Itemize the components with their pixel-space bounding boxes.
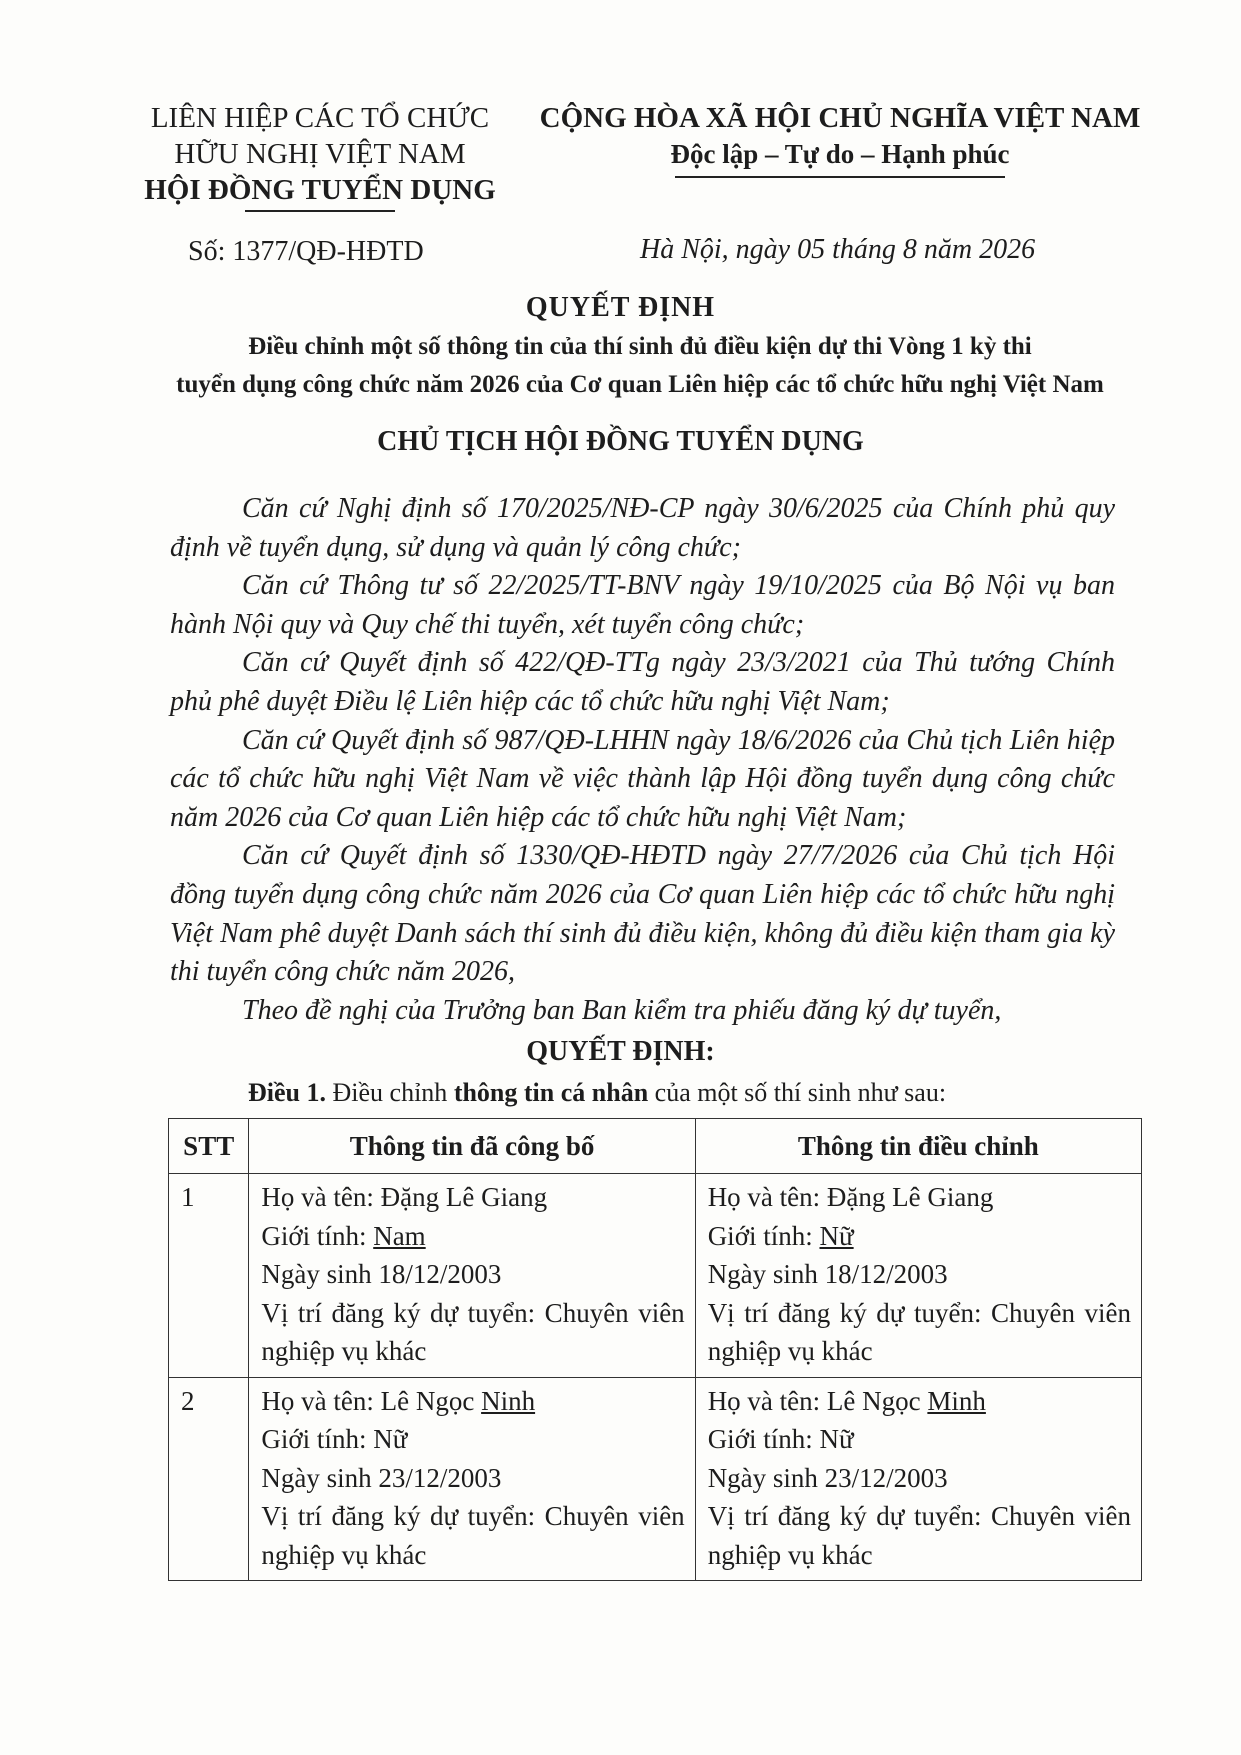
dob-line: Ngày sinh 18/12/2003 (261, 1259, 502, 1289)
name-label: Họ và tên: Lê Ngọc (707, 1385, 928, 1416)
agency-line-2: HỮU NGHỊ VIỆT NAM (174, 138, 466, 170)
gender-label: Giới tính: (707, 1424, 820, 1454)
gender-label: Giới tính: (261, 1220, 374, 1251)
subtitle-line-1: Điều chỉnh một số thông tin của thí sinh đủ điều kiện dự thi Vòng 1 kỳ thi (248, 333, 1032, 360)
gender-value: Nữ (819, 1220, 854, 1251)
table-row (169, 1174, 1142, 1378)
gender-line (261, 1217, 684, 1256)
place-date: Hà Nội, ngày 05 tháng 8 năm 2026 (640, 234, 1036, 265)
dob-line: Ngày sinh 18/12/2003 (707, 1259, 948, 1289)
row-stt: 2 (169, 1377, 249, 1581)
gender-label: Giới tính: (261, 1424, 374, 1454)
ground-2: Căn cứ Thông tư số 22/2025/TT-BNV ngày 19/10/2025 của Bộ Nội vụ ban hành Nội quy và Quy chế thi tuyển, xét tuyển công chức; (170, 570, 1115, 640)
header-old-info: Thông tin đã công bố (249, 1119, 695, 1174)
name-label: Họ và tên: (707, 1182, 827, 1212)
gender-value: Nam (373, 1220, 426, 1251)
country-name: CỘNG HÒA XÃ HỘI CHỦ NGHĨA VIỆT NAM (539, 102, 1141, 134)
gender-line (261, 1420, 684, 1459)
article-1-text-b: của một số thí sinh như sau: (648, 1078, 947, 1107)
position-line: Vị trí đăng ký dự tuyển: Chuyên viên nghiệp vụ khác (707, 1501, 1131, 1570)
document-number: Số: 1377/QĐ-HĐTD (188, 236, 424, 267)
article-1 (248, 1078, 946, 1108)
agency-line-1: LIÊN HIỆP CÁC TỔ CHỨC (150, 102, 490, 134)
name-value: Minh (927, 1385, 986, 1416)
authority-heading: CHỦ TỊCH HỘI ĐỒNG TUYỂN DỤNG (377, 426, 864, 457)
name-value: Ninh (481, 1385, 536, 1416)
table-header-row (169, 1119, 1142, 1174)
ground-3: Căn cứ Quyết định số 422/QĐ-TTg ngày 23/3/2021 của Thủ tướng Chính phủ phê duyệt Điều lệ Liên hiệp các tổ chức hữu nghị Việt Nam; (170, 647, 1115, 717)
national-motto (530, 100, 1150, 178)
header-new-info: Thông tin điều chỉnh (695, 1119, 1141, 1174)
ground-4: Căn cứ Quyết định số 987/QĐ-LHHN ngày 18/6/2026 của Chủ tịch Liên hiệp các tổ chức hữu nghị Việt Nam về việc thành lập Hội đồng tuyển dụng công chức năm 2026 của Cơ quan Liên hiệp các tổ chức hữu nghị Việt Nam; (170, 724, 1115, 833)
gender-label: Giới tính: (707, 1220, 820, 1251)
table-row (169, 1377, 1142, 1581)
header-stt: STT (169, 1119, 249, 1174)
decision-heading: QUYẾT ĐỊNH: (526, 1036, 715, 1067)
adjustment-table (168, 1118, 1142, 1581)
agency-underline (245, 210, 395, 212)
document-title: QUYẾT ĐỊNH (525, 292, 716, 323)
position-line: Vị trí đăng ký dự tuyển: Chuyên viên nghiệp vụ khác (261, 1297, 685, 1366)
position-line: Vị trí đăng ký dự tuyển: Chuyên viên nghiệp vụ khác (707, 1297, 1131, 1366)
ground-6: Theo đề nghị của Trưởng ban Ban kiểm tra phiếu đăng ký dự tuyển, (242, 994, 1002, 1026)
old-info-cell (249, 1377, 695, 1581)
new-info-cell (695, 1174, 1141, 1378)
name-value: Đặng Lê Giang (826, 1182, 994, 1212)
agency-line-3: HỘI ĐỒNG TUYỂN DỤNG (144, 174, 496, 206)
dob-line: Ngày sinh 23/12/2003 (261, 1462, 502, 1493)
gender-line (708, 1420, 1131, 1459)
new-info-cell (695, 1377, 1141, 1581)
article-1-text-bold: thông tin cá nhân (453, 1078, 649, 1107)
subtitle-line-2: tuyển dụng công chức năm 2026 của Cơ quan Liên hiệp các tổ chức hữu nghị Việt Nam (176, 371, 1104, 398)
name-line (261, 1382, 684, 1421)
old-info-cell (249, 1174, 695, 1378)
document-subtitle (140, 328, 1140, 404)
name-label: Họ và tên: Lê Ngọc (261, 1385, 482, 1416)
row-stt: 1 (169, 1174, 249, 1378)
ground-5: Căn cứ Quyết định số 1330/QĐ-HĐTD ngày 27/7/2026 của Chủ tịch Hội đồng tuyển dụng công chức năm 2026 của Cơ quan Liên hiệp các tổ chức hữu nghị Việt Nam phê duyệt Danh sách thí sinh đủ điều kiện, không đủ điều kiện tham gia kỳ thi tuyển công chức năm 2026, (170, 840, 1115, 988)
name-line (261, 1178, 684, 1217)
gender-line (708, 1217, 1131, 1256)
gender-value: Nữ (819, 1424, 854, 1454)
name-label: Họ và tên: (261, 1182, 381, 1212)
legal-grounds (170, 490, 1115, 1030)
gender-value: Nữ (373, 1424, 408, 1454)
motto: Độc lập – Tự do – Hạnh phúc (670, 139, 1010, 169)
motto-underline (675, 176, 1005, 178)
name-line (708, 1178, 1131, 1217)
article-1-label: Điều 1. (248, 1078, 326, 1107)
ground-1: Căn cứ Nghị định số 170/2025/NĐ-CP ngày 30/6/2025 của Chính phủ quy định về tuyển dụng, sử dụng và quản lý công chức; (170, 493, 1115, 563)
name-line (708, 1382, 1131, 1421)
name-value: Đặng Lê Giang (380, 1182, 548, 1212)
dob-line: Ngày sinh 23/12/2003 (707, 1462, 948, 1493)
position-line: Vị trí đăng ký dự tuyển: Chuyên viên nghiệp vụ khác (261, 1501, 685, 1570)
issuing-agency (120, 100, 520, 212)
article-1-text-a: Điều chỉnh (326, 1078, 454, 1107)
